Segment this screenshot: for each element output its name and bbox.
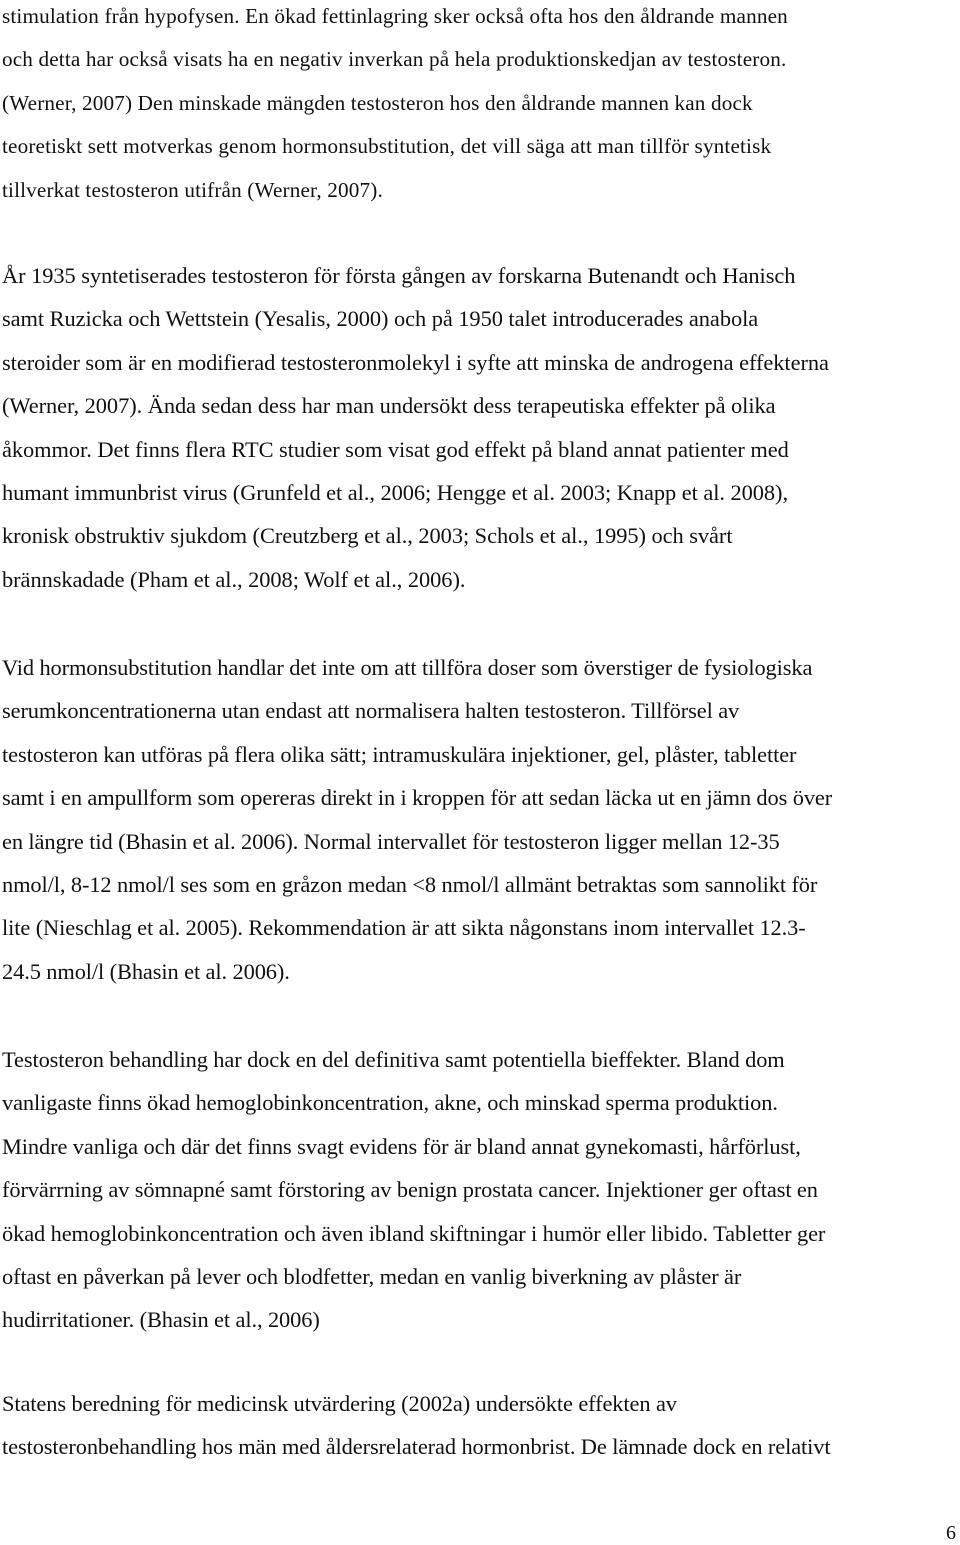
text-line: vanligaste finns ökad hemoglobinkoncentration, akne, och minskad sperma produktion. xyxy=(2,1090,778,1116)
text-line: åkommor. Det finns flera RTC studier som visat god effekt på bland annat patienter med xyxy=(2,436,789,462)
text-line: ökad hemoglobinkoncentration och även ibland skiftningar i humör eller libido. Tabletter ger xyxy=(2,1220,826,1246)
text-line: Testosteron behandling har dock en del definitiva samt potentiella bieffekter. Bland dom xyxy=(2,1047,785,1072)
text-line: kronisk obstruktiv sjukdom (Creutzberg et al., 2003; Schols et al., 1995) och svårt xyxy=(2,523,733,549)
text-line: 24.5 nmol/l (Bhasin et al. 2006). xyxy=(2,958,290,984)
text-line: samt Ruzicka och Wettstein (Yesalis, 2000) och på 1950 talet introducerades anabola xyxy=(2,306,759,332)
paragraph-4 xyxy=(2,1046,825,1350)
text-line: Vid hormonsubstitution handlar det inte om att tillföra doser som överstiger de fysiologiska xyxy=(2,655,813,680)
text-line: brännskadade (Pham et al., 2008; Wolf et al., 2006). xyxy=(2,566,466,592)
text-line: samt i en ampullform som opereras direkt in i kroppen för att sedan läcka ut en jämn dos över xyxy=(2,785,833,811)
text-line: en längre tid (Bhasin et al. 2006). Normal intervallet för testosteron ligger mellan 12-35 xyxy=(2,828,780,854)
text-line: testosteronbehandling hos män med åldersrelaterad hormonbrist. De lämnade dock en relativt xyxy=(2,1434,831,1460)
text-line: oftast en påverkan på lever och blodfetter, medan en vanlig biverkning av plåster är xyxy=(2,1263,742,1289)
text-line: och detta har också visats ha en negativ inverkan på hela produktionskedjan av testosteron. xyxy=(2,47,787,72)
text-line: Mindre vanliga och där det finns svagt evidens för är bland annat gynekomasti, hårförlust, xyxy=(2,1133,801,1159)
text-line: År 1935 syntetiserades testosteron för första gången av forskarna Butenandt och Hanisch xyxy=(2,263,796,288)
text-line: nmol/l, 8-12 nmol/l ses som en gråzon medan <8 nmol/l allmänt betraktas som sannolikt för xyxy=(2,871,818,897)
text-line: lite (Nieschlag et al. 2005). Rekommendation är att sikta någonstans inom intervallet 12.3- xyxy=(2,915,806,941)
text-line: tillverkat testosteron utifrån (Werner, 2007). xyxy=(2,177,383,202)
text-line: steroider som är en modifierad testosteronmolekyl i syfte att minska de androgena effekterna xyxy=(2,349,829,375)
text-line: förvärrning av sömnapné samt förstoring av benign prostata cancer. Injektioner ger oftast en xyxy=(2,1177,818,1203)
paragraph-5 xyxy=(2,1390,831,1477)
text-line: humant immunbrist virus (Grunfeld et al., 2006; Hengge et al. 2003; Knapp et al. 2008), xyxy=(2,479,789,505)
text-line: Statens beredning för medicinsk utvärdering (2002a) undersökte effekten av xyxy=(2,1391,677,1416)
paragraph-1 xyxy=(2,2,788,219)
paragraph-2 xyxy=(2,262,829,609)
text-line: teoretiskt sett motverkas genom hormonsubstitution, det vill säga att man tillför syntetisk xyxy=(2,134,772,159)
paragraph-3 xyxy=(2,654,832,1001)
text-line: stimulation från hypofysen. En ökad fettinlagring sker också ofta hos den åldrande mannen xyxy=(2,4,788,28)
page-number: 6 xyxy=(946,1522,956,1544)
text-line: testosteron kan utföras på flera olika sätt; intramuskulära injektioner, gel, plåster, tabletter xyxy=(2,741,797,767)
text-line: (Werner, 2007) Den minskade mängden testosteron hos den åldrande mannen kan dock xyxy=(2,90,753,115)
text-line: hudirritationer. (Bhasin et al., 2006) xyxy=(2,1307,320,1333)
text-line: (Werner, 2007). Ända sedan dess har man undersökt dess terapeutiska effekter på olika xyxy=(2,393,776,419)
text-line: serumkoncentrationerna utan endast att normalisera halten testosteron. Tillförsel av xyxy=(2,698,740,724)
